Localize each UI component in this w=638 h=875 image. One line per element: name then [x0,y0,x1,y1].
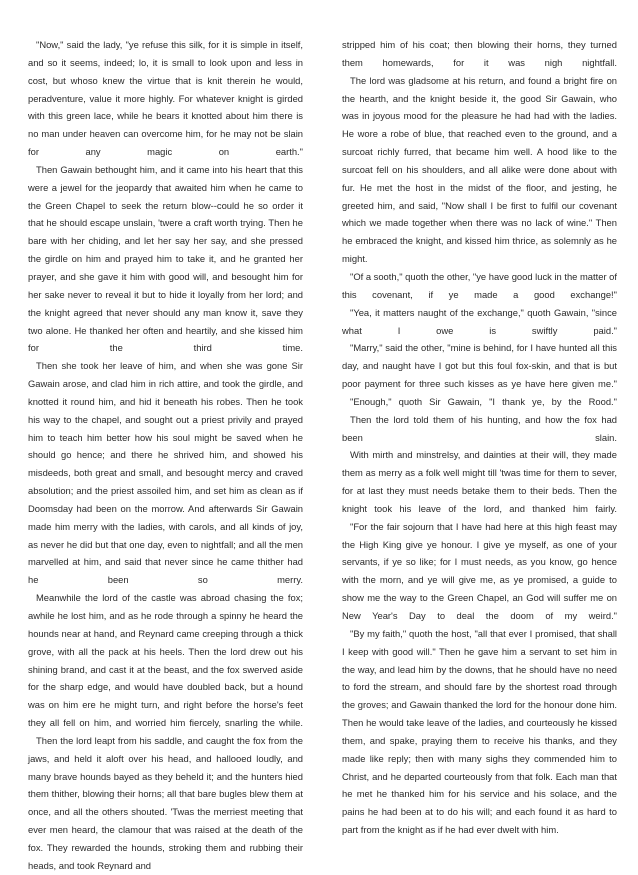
paragraph: "Marry," said the other, "mine is behind, for I have hunted all this day, and naught have I got but this foul fox-skin, and that is but poor payment for three such kisses as ye have here given me." [342,342,617,390]
paragraph: "Of a sooth," quoth the other, "ye have good luck in the matter of this covenant, if ye made a good exchange!" [342,270,617,300]
paragraph: With mirth and minstrelsy, and dainties at their will, they made them as merry as a folk well might till 'twas time for them to sever, for at last they must needs betake them to their beds. Then the knight took his leave of the lord, and thanked him fairly. [342,449,617,514]
paragraph: Then she took her leave of him, and when she was gone Sir Gawain arose, and clad him in rich attire, and took the girdle, and knotted it round him, and hid it beneath his robes. Then he took his way to the chapel, and sought out a priest privily and prayed him to teach him better how his soul might be saved when he should go hence; and there he shrived him, and showed his misdeeds, both great and small, and besought mercy and craved absolution; and the priest assoiled him, and set him as clean as if Doomsday had been on the morrow. And afterwards Sir Gawain made him merry with the ladies, with carols, and all kinds of joy, as never he did but that one day, even to nightfall; and all the men marvelled at him, and said that never since he came thither had he been so merry. [28,360,303,586]
paragraph: "Yea, it matters naught of the exchange," quoth Gawain, "since what I owe is swiftly paid." [342,306,617,336]
paragraph: "By my faith," quoth the host, "all that ever I promised, that shall I keep with good will." Then he gave him a servant to set him in the way, and lead him by the downs, that he should have no need to ford the stream, and should fare by the shortest road through the groves; and Gawain thanked the lord for the honour done him. Then he would take leave of the ladies, and courteously he kissed them, and spake, praying them to receive his thanks, and they made like reply; then with many sighs they commended him to Christ, and he departed courteously from that folk. Each man that he met he thanked him for his service and his solace, and the pains he had been at to do his will; and each found it as hard to part from the knight as if he had ever dwelt with him. [342,627,617,836]
paragraph: Then Gawain bethought him, and it came into his heart that this were a jewel for the jeopardy that awaited him when he came to the Green Chapel to seek the return blow--could he so order it that he should escape unslain, 'twere a craft worth trying. Then he bare with her chiding, and let her say her say, and she pressed the girdle on him and prayed him to take it, and he granted her prayer, and she gave it him with good will, and besought him for her sake never to reveal it but to hide it loyally from her lord; and the knight agreed that never should any man know it, save they two alone. He thanked her often and heartily, and she kissed him for the third time. [28,163,303,354]
book-page [28,36,617,871]
paragraph: "For the fair sojourn that I have had here at this high feast may the High King give ye honour. I give ye myself, as one of your servants, if ye so like; for I must needs, as you know, go hence with the morn, and ye will give me, as ye promised, a guide to show me the way to the Green Chapel, an God will suffer me on New Year's Day to deal the doom of my weird." [342,520,617,621]
paragraph: "Now," said the lady, "ye refuse this silk, for it is simple in itself, and so it seems, indeed; lo, it is small to look upon and less in cost, but whoso knew the virtue that is knit therein he would, peradventure, value it more highly. For whatever knight is girded with this green lace, while he bears it knotted about him there is no man under heaven can overcome him, for he may not be slain for any magic on earth." [28,39,303,158]
left-text-column [28,36,303,871]
paragraph: Then the lord leapt from his saddle, and caught the fox from the jaws, and held it aloft over his head, and hallooed loudly, and many brave hounds bayed as they beheld it; and the hunters hied them thither, blowing their horns; all that bare bugles blew them at once, and all the others shouted. 'Twas the merriest meeting that ever men heard, the clamour that was raised at the death of the fox. They rewarded the hounds, stroking them and rubbing their heads, and took Reynard and [28,734,303,871]
right-text-column [342,36,617,836]
paragraph: The lord was gladsome at his return, and found a bright fire on the hearth, and the knight beside it, the good Sir Gawain, who was in joyous mood for the pleasure he had had with the ladies. He wore a robe of blue, that reached even to the ground, and a surcoat richly furred, that became him well. A hood like to the surcoat fell on his shoulders, and all alike were done about with fur. He met the host in the midst of the floor, and jesting, he greeted him, and said, "Now shall I be first to fulfil our covenant which we made together when there was no lack of wine." Then he embraced the knight, and kissed him thrice, as solemnly as he might. [342,74,617,265]
paragraph: Meanwhile the lord of the castle was abroad chasing the fox; awhile he lost him, and as he rode through a spinny he heard the hounds near at hand, and Reynard came creeping through a thick grove, with all the pack at his heels. Then the lord drew out his shining brand, and cast it at the beast, and the fox swerved aside for the sharp edge, and would have doubled back, but a hound was on him ere he might turn, and right before the horse's feet they all fell on him, and worried him fiercely, snarling the while. [28,592,303,729]
paragraph: "Enough," quoth Sir Gawain, "I thank ye, by the Rood." [350,395,617,407]
paragraph: stripped him of his coat; then blowing their horns, they turned them homewards, for it was nigh nightfall. [342,39,617,68]
paragraph: Then the lord told them of his hunting, and how the fox had been slain. [342,413,617,443]
